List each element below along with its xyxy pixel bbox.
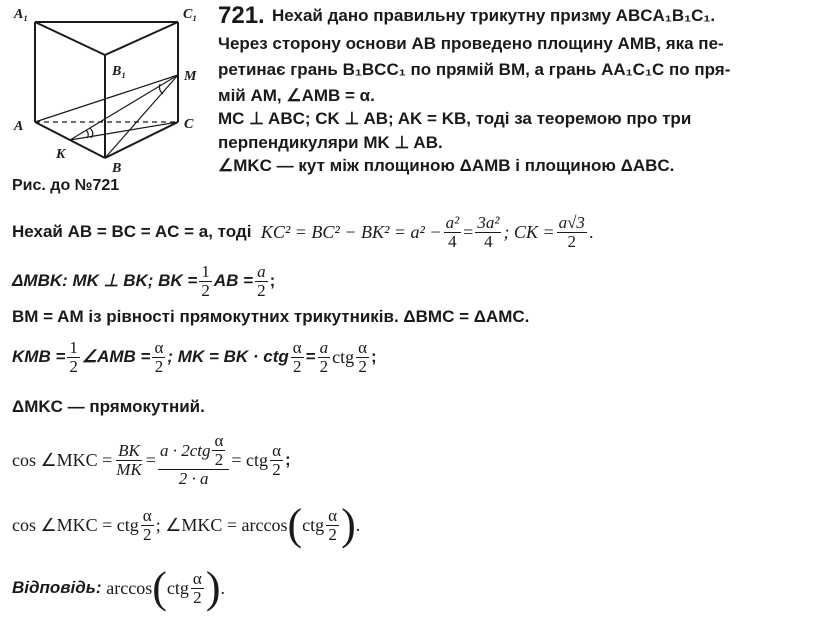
s6-eq2: = ctg <box>231 449 269 470</box>
s4-f3-den: 2 <box>292 356 302 376</box>
label-a1: A₁ <box>14 7 29 22</box>
s4-a: KMB = <box>12 347 66 366</box>
s4-frac-3 <box>291 339 304 376</box>
label-a: A <box>14 119 24 134</box>
s1-eq: = <box>463 221 474 242</box>
s7-f1-num: α <box>142 505 152 525</box>
s4-f5-num: α <box>358 337 368 357</box>
problem-line-3: ретинає грань B₁BCC₁ по прямій BM, а грань AA₁C₁C по пря- <box>218 60 731 79</box>
s2-frac-2 <box>255 263 268 300</box>
s1-f1-num: a² <box>445 212 460 232</box>
s4-end: ; <box>371 347 377 366</box>
answer-end: . <box>220 577 225 598</box>
problem-line-2: Через сторону основи AB проведено площину AMB, яка пе- <box>218 34 724 53</box>
s1-f2-num: 3a² <box>477 212 500 232</box>
s6-big-num <box>158 432 229 470</box>
label-c1: C₁ <box>183 7 198 22</box>
answer-f-num: α <box>192 568 202 588</box>
s6-f2-num: α <box>272 440 281 460</box>
s6-big-inner-frac <box>212 432 225 469</box>
s1-text: Нехай AB = BC = AC = a, тоді <box>12 222 252 241</box>
s6-big-num-text: a · 2ctg <box>159 440 211 460</box>
s4-frac-5 <box>356 339 369 376</box>
s7-b: ; ∠MKC = arccos <box>155 514 288 535</box>
s1-f1-den: 4 <box>448 231 457 251</box>
s1-f3-num: a√3 <box>558 212 585 232</box>
s4-frac-2 <box>152 339 165 376</box>
s7-end: . <box>355 514 361 535</box>
s2-f1-den: 2 <box>201 280 210 300</box>
solution-line-7 <box>12 497 360 553</box>
s2-f2-num: a <box>257 261 266 281</box>
s6-inner-num: α <box>214 431 224 451</box>
solution-line-4 <box>12 330 377 384</box>
s4-f1-den: 2 <box>69 356 78 376</box>
label-m: M <box>184 69 197 84</box>
s1-math: KC² = BC² − BK² = a² − <box>260 221 442 242</box>
s6-f2-den: 2 <box>272 459 281 479</box>
s2-frac-1 <box>199 263 212 300</box>
answer-f-den: 2 <box>193 587 202 607</box>
s6-frac-2 <box>270 442 283 479</box>
answer-paren-right: ) <box>205 563 221 612</box>
s7-paren-left: ( <box>287 500 303 549</box>
s4-frac-4 <box>318 339 331 376</box>
solution-line-6 <box>12 425 291 495</box>
solution-line-5: ΔMKC — прямокутний. <box>12 397 205 416</box>
answer-arccos: arccos <box>106 577 153 598</box>
s1-ck: ; CK = <box>503 221 555 242</box>
s2-f1-num: 1 <box>201 261 210 281</box>
answer-label: Відповідь: <box>12 578 102 597</box>
prism-figure <box>0 0 200 175</box>
label-b: B <box>112 161 122 175</box>
s4-frac-1 <box>67 339 80 376</box>
solution-line-1 <box>12 205 593 259</box>
edge-b-c <box>105 122 178 158</box>
s4-f1-num: 1 <box>69 337 78 357</box>
figure-caption: Рис. до №721 <box>12 177 120 194</box>
s4-f5-den: 2 <box>358 356 367 376</box>
s2-b: AB = <box>213 271 254 290</box>
problem-line-1: Нехай дано правильну трикутну призму ABCA₁B₁C₁. <box>272 6 716 25</box>
s7-a: cos ∠MKC = ctg <box>12 514 139 535</box>
s1-end: . <box>588 221 594 242</box>
s6-big-den: 2 · a <box>178 468 209 488</box>
s7-paren-right: ) <box>341 500 356 549</box>
s6-end: ; <box>284 450 291 469</box>
s7-frac-1 <box>141 507 154 544</box>
problem-number: 721. <box>218 2 265 29</box>
problem-line-4: мій AM, ∠AMB = α. <box>218 86 375 105</box>
solution-line-2 <box>12 256 275 306</box>
s4-f2-num: α <box>154 337 164 357</box>
s4-b: ∠AMB = <box>81 347 151 366</box>
s6-big-frac <box>158 432 229 488</box>
s7-f2-num: α <box>328 505 338 525</box>
s4-f4-den: 2 <box>319 356 329 376</box>
s1-frac-3 <box>557 214 587 251</box>
s6-a: cos ∠MKC = <box>12 449 113 470</box>
s2-f2-den: 2 <box>257 280 266 300</box>
s4-e: ctg <box>332 346 355 367</box>
s4-f3-num: α <box>292 337 302 357</box>
s2-a: ΔMBK: MK ⊥ BK; BK = <box>12 271 198 290</box>
s7-f1-den: 2 <box>143 524 152 544</box>
s4-d: = <box>305 347 316 366</box>
s6-frac-1 <box>114 442 144 479</box>
answer-ctg: ctg <box>166 577 189 598</box>
s6-inner-den: 2 <box>214 450 224 470</box>
answer-line <box>12 560 225 616</box>
s7-f2-den: 2 <box>328 524 337 544</box>
s7-frac-2 <box>326 507 339 544</box>
s1-f2-den: 4 <box>484 231 493 251</box>
answer-paren-left: ( <box>152 563 167 612</box>
label-c: C <box>184 117 194 132</box>
edge-a1-b1 <box>35 22 105 55</box>
s4-f4-num: a <box>319 337 329 357</box>
s2-end: ; <box>269 271 276 290</box>
problem-line-7: ∠MKC — кут між площиною ΔAMB і площиною ΔABC. <box>218 156 675 175</box>
s4-c: ; MK = BK · ctg <box>167 347 289 366</box>
solution-line-3: BM = AM із рівності прямокутних трикутників. ΔBMC = ΔAMC. <box>12 307 530 326</box>
s7-ctg: ctg <box>302 514 325 535</box>
problem-line-6: перпендикуляри MK ⊥ AB. <box>218 133 443 152</box>
s6-eq1: = <box>145 449 156 470</box>
answer-frac <box>191 570 204 607</box>
s1-frac-2 <box>475 214 501 251</box>
s6-f1-den: MK <box>116 459 142 479</box>
s1-frac-1 <box>444 214 462 251</box>
label-k: K <box>56 147 66 162</box>
s6-f1-num: BK <box>118 440 140 460</box>
s1-f3-den: 2 <box>567 231 577 251</box>
s4-f2-den: 2 <box>154 356 164 376</box>
label-b1: B₁ <box>112 64 127 79</box>
problem-line-5: MC ⊥ ABC; CK ⊥ AB; AK = KB, тоді за теоремою про три <box>218 109 692 128</box>
edge-b1-c1 <box>105 22 178 55</box>
